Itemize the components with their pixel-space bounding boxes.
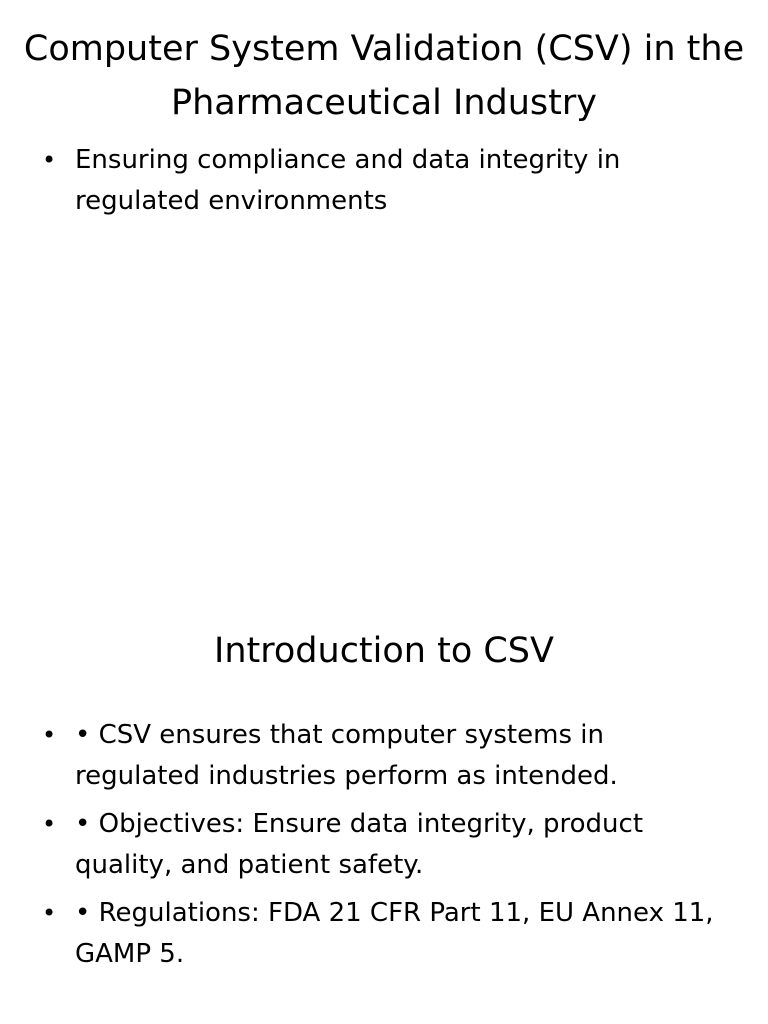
bullet-text: • CSV ensures that computer systems in regulated industries perform as intended.	[75, 720, 618, 791]
bullet-item	[38, 804, 718, 886]
slide-introduction-heading: Introduction to CSV	[214, 631, 554, 671]
bullet-item	[38, 715, 718, 797]
bullet-text: • Regulations: FDA 21 CFR Part 11, EU Annex 11, GAMP 5.	[75, 898, 714, 969]
bullet-text: Ensuring compliance and data integrity in regulated environments	[75, 145, 621, 216]
slide-title-bullet-list	[38, 140, 718, 229]
bullet-item	[38, 893, 718, 975]
bullet-text: • Objectives: Ensure data integrity, product quality, and patient safety.	[75, 809, 644, 880]
slide-introduction-bullet-list	[38, 715, 718, 982]
bullet-dot-icon: •	[42, 810, 57, 838]
bullet-dot-icon: •	[42, 721, 57, 749]
bullet-dot-icon: •	[42, 899, 57, 927]
bullet-item	[38, 140, 718, 222]
slide-title-heading: Computer System Validation (CSV) in the Pharmaceutical Industry	[23, 29, 745, 123]
bullet-dot-icon: •	[42, 146, 57, 174]
slide-introduction	[0, 576, 768, 1024]
